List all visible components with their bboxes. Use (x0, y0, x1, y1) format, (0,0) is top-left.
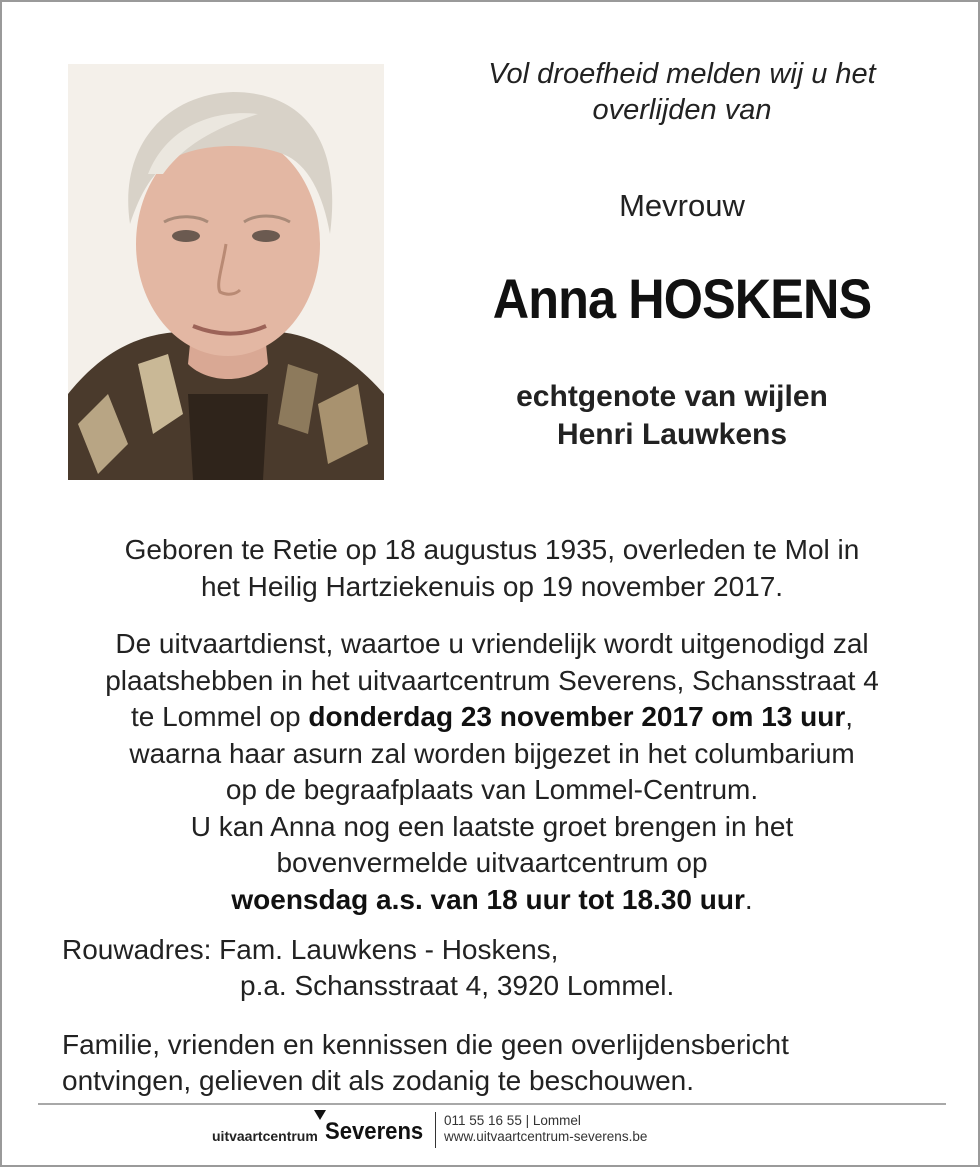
service-line: op de begraafplaats van Lommel-Centrum. (225, 774, 759, 805)
family-line: ontvingen, gelieven dit als zodanig te beschouwen. (62, 1065, 694, 1096)
footer-divider (38, 1103, 946, 1105)
service-line: waarna haar asurn zal worden bijgezet in het columbarium (129, 737, 855, 769)
service-line: bovenvermelde uitvaartcentrum op (276, 847, 708, 878)
birth-line: het Heilig Hartziekenuis op 19 november 2017. (200, 570, 784, 602)
service-paragraph (42, 626, 942, 918)
spouse-line: Henri Lauwkens (556, 418, 788, 451)
logo-divider (435, 1112, 436, 1148)
intro-line: overlijden van (592, 94, 772, 126)
portrait-photo (68, 64, 384, 480)
intro-line: Vol droefheid melden wij u het (488, 58, 876, 90)
intro-text (432, 56, 932, 128)
mourning-address (62, 932, 922, 1004)
service-line (42, 699, 942, 736)
service-line-suffix: , (845, 701, 854, 732)
service-line (42, 882, 942, 919)
logo-subtitle: uitvaartcentrum (212, 1128, 318, 1144)
address-line: Rouwadres: Fam. Lauwkens - Hoskens, (62, 934, 559, 965)
service-line: plaatshebben in het uitvaartcentrum Severens, Schansstraat 4 (105, 664, 879, 696)
service-line-suffix: . (744, 883, 753, 915)
service-line: U kan Anna nog een laatste groet brengen in het (190, 810, 794, 842)
address-line: p.a. Schansstraat 4, 3920 Lommel. (240, 970, 675, 1001)
visitation-time: woensdag a.s. van 18 uur tot 18.30 uur (231, 883, 745, 915)
website-link[interactable]: www.uitvaartcentrum-severens.be (444, 1129, 648, 1144)
service-line-prefix: te Lommel op (130, 701, 309, 732)
spouse-line: echtgenote van wijlen (516, 380, 828, 413)
family-notice (62, 1027, 922, 1099)
service-line: De uitvaartdienst, waartoe u vriendelijk wordt uitgenodigd zal (115, 628, 869, 659)
service-date: donderdag 23 november 2017 om 13 uur (308, 701, 846, 732)
spouse-info (422, 378, 922, 454)
honorific: Mevrouw (619, 188, 745, 223)
phone-line: 011 55 16 55 | Lommel (444, 1113, 581, 1128)
family-line: Familie, vrienden en kennissen die geen overlijdensbericht (62, 1029, 789, 1060)
logo-name: Severens (325, 1118, 424, 1145)
footer-logo (2, 1106, 980, 1156)
birth-paragraph (42, 532, 942, 605)
birth-line: Geboren te Retie op 18 augustus 1935, overleden te Mol in (124, 534, 860, 565)
deceased-name: Anna HOSKENS (492, 267, 872, 330)
contact-info (444, 1113, 647, 1145)
